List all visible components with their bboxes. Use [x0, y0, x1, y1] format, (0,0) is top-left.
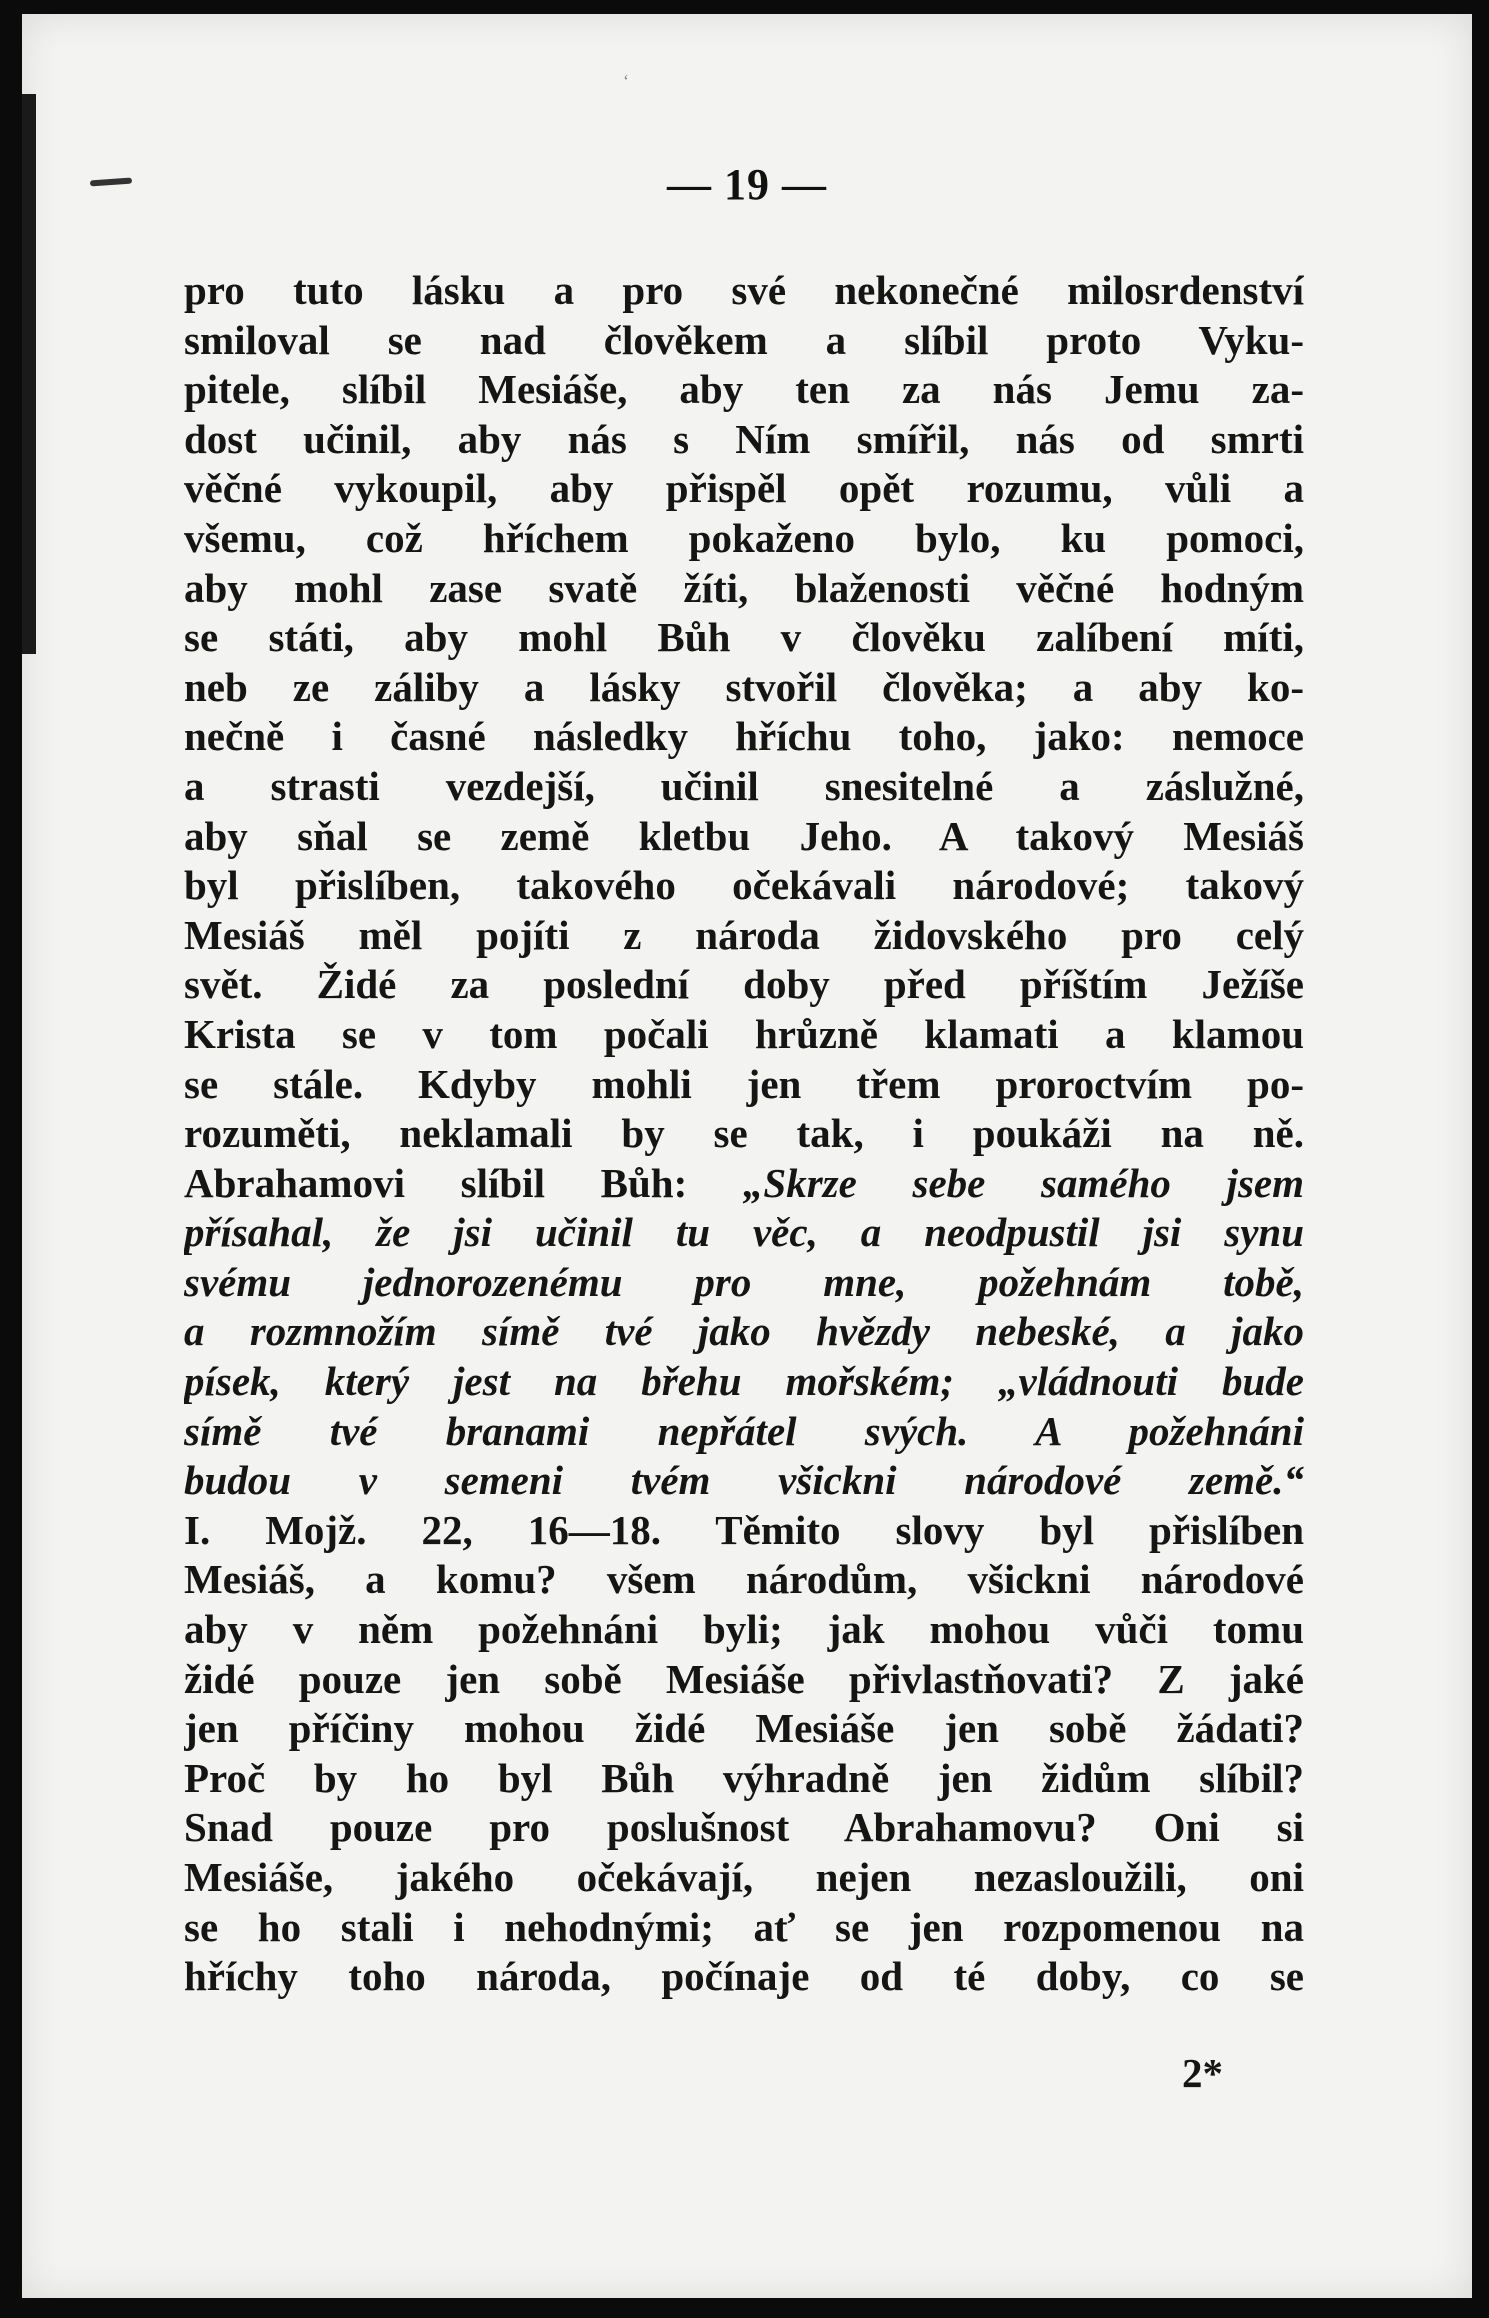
book-page	[22, 14, 1472, 2298]
text-line: Snad pouze pro poslušnost Abrahamovu? Oni si	[184, 1804, 1304, 1851]
text-line: židé pouze jen sobě Mesiáše přivlastňovati? Z jaké	[184, 1655, 1304, 1702]
text-line: aby sňal se země kletbu Jeho. A takový Mesiáš	[184, 812, 1304, 859]
text-line: símě tvé branami nepřátel svých. A požehnáni	[184, 1407, 1304, 1454]
text-line: všemu, což hříchem pokaženo bylo, ku pomoci,	[184, 514, 1304, 561]
text-line: se ho stali i nehodnými; ať se jen rozpomenou na	[184, 1903, 1304, 1950]
text-line: smiloval se nad člověkem a slíbil proto Vyku-	[184, 316, 1304, 363]
text-line	[184, 1159, 1304, 1209]
print-speck: ʻ	[623, 71, 629, 91]
text-line: Krista se v tom počali hrůzně klamati a klamou	[184, 1010, 1304, 1057]
text-line: neb ze záliby a lásky stvořil člověka; a aby ko-	[184, 663, 1304, 710]
text-line: se státi, aby mohl Bůh v člověku zalíbení míti,	[184, 614, 1304, 661]
text-line: hříchy toho národa, počínaje od té doby, co se	[184, 1953, 1304, 2000]
text-line: Proč by ho byl Bůh výhradně jen židům slíbil?	[184, 1754, 1304, 1801]
text-line: svému jednorozenému pro mne, požehnám tobě,	[184, 1258, 1304, 1305]
text-span-italic: „Skrze sebe samého jsem	[742, 1159, 1304, 1206]
body-text	[184, 266, 1304, 2002]
text-line: se stále. Kdyby mohli jen třem proroctvím po-	[184, 1060, 1304, 1107]
text-line: písek, který jest na břehu mořském; „vládnouti bude	[184, 1358, 1304, 1405]
text-line: a rozmnožím símě tvé jako hvězdy nebeské, a jako	[184, 1308, 1304, 1355]
text-line: pro tuto lásku a pro své nekonečné milosrdenství	[184, 267, 1304, 313]
text-line: přísahal, že jsi učinil tu věc, a neodpustil jsi synu	[184, 1209, 1304, 1256]
text-line: jen příčiny mohou židé Mesiáše jen sobě žádati?	[184, 1705, 1304, 1752]
text-line: aby mohl zase svatě žíti, blaženosti věčné hodným	[184, 564, 1304, 611]
text-line: dost učinil, aby nás s Ním smířil, nás od smrti	[184, 415, 1304, 462]
text-line: Mesiáš, a komu? všem národům, všickni národové	[184, 1556, 1304, 1603]
text-line: svět. Židé za poslední doby před příštím Ježíše	[184, 961, 1304, 1008]
text-line: pitele, slíbil Mesiáše, aby ten za nás Jemu za-	[184, 366, 1304, 413]
signature-mark: 2*	[1182, 2050, 1223, 2096]
text-line: byl přislíben, takového očekávali národové; takový	[184, 862, 1304, 909]
text-line: Mesiáše, jakého očekávají, nejen nezasloužili, oni	[184, 1854, 1304, 1900]
page-number: — 19 —	[667, 160, 827, 209]
text-line: budou v semeni tvém všickni národové země.“	[184, 1457, 1304, 1504]
text-line: rozuměti, neklamali by se tak, i poukáži na ně.	[184, 1110, 1304, 1157]
text-line: a strasti vezdejší, učinil snesitelné a záslužné,	[184, 762, 1304, 809]
text-line: nečně i časné následky hříchu toho, jako: nemoce	[184, 713, 1304, 760]
text-line: aby v něm požehnáni byli; jak mohou vůči tomu	[184, 1606, 1304, 1653]
text-line: Mesiáš měl pojíti z národa židovského pro celý	[184, 911, 1304, 958]
text-line: věčné vykoupil, aby přispěl opět rozumu, vůli a	[184, 465, 1304, 512]
text-span-roman: Abrahamovi slíbil Bůh:	[184, 1159, 743, 1206]
text-line: I. Mojž. 22, 16—18. Těmito slovy byl přislíben	[184, 1506, 1304, 1553]
